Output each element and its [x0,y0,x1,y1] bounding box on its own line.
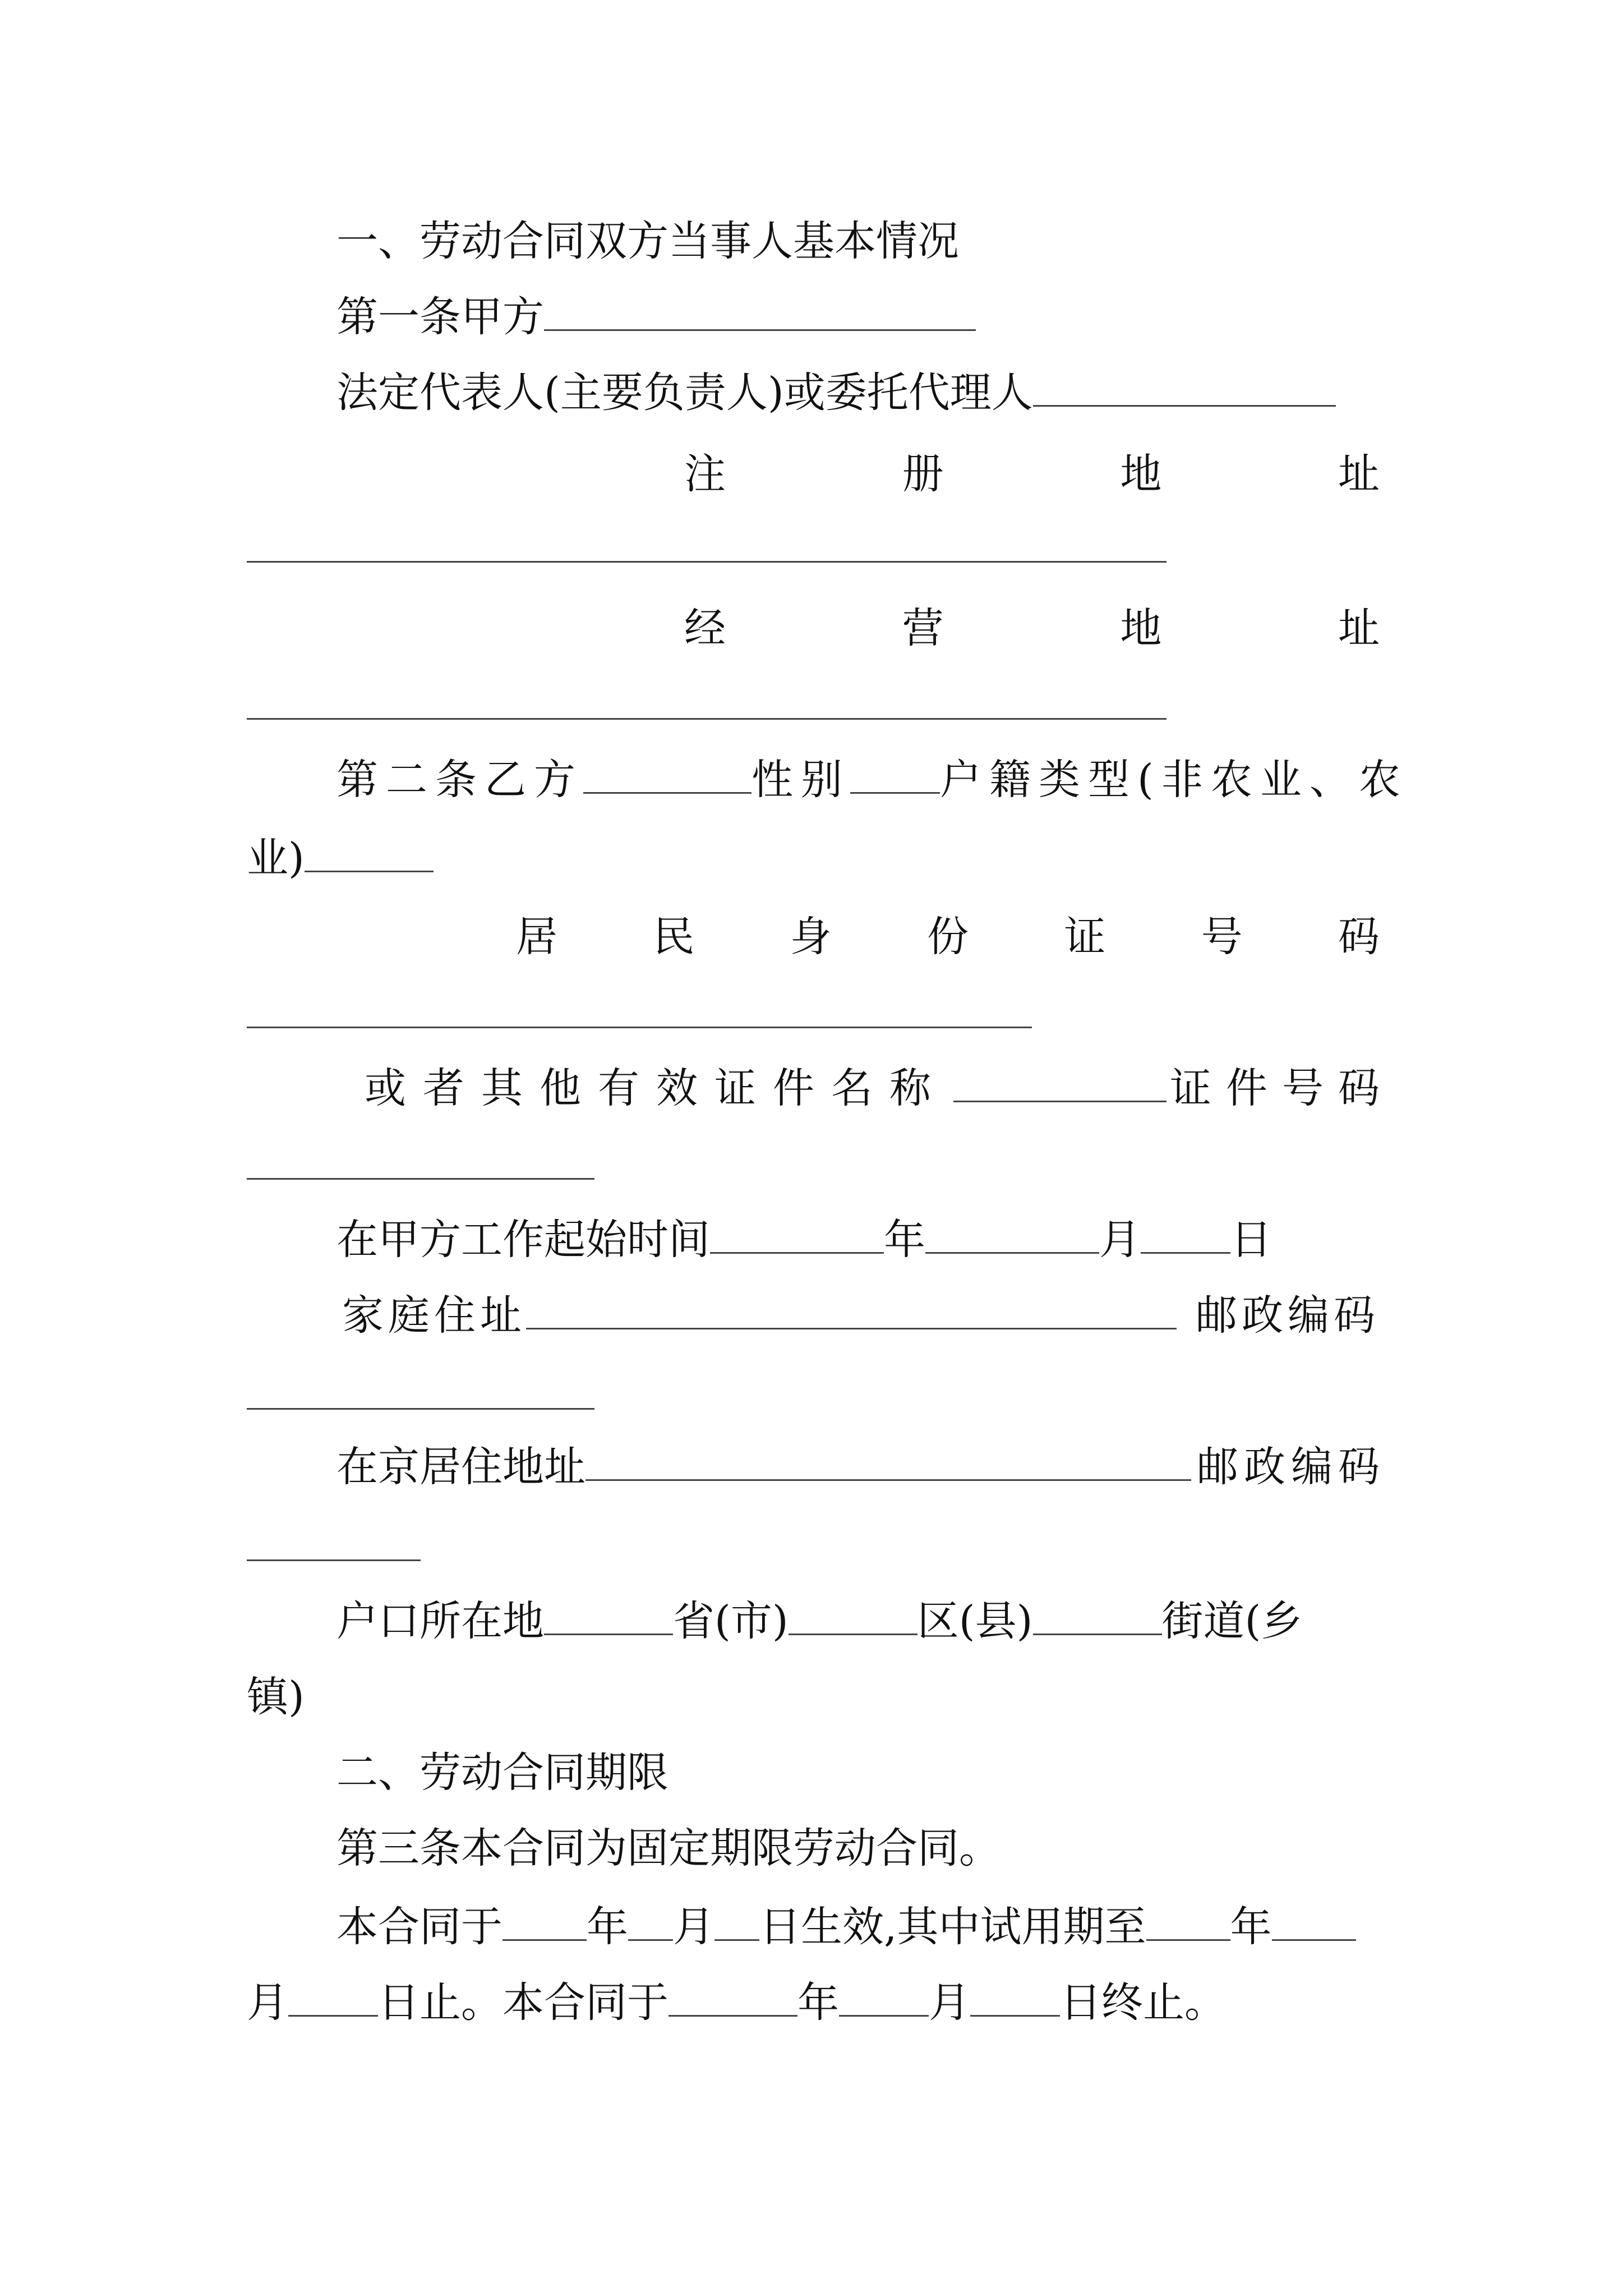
biz-address-field[interactable] [247,718,1166,720]
month-label: 月 [1099,1216,1141,1264]
province-label: 省(市) [673,1597,789,1645]
contract-end-text: 日终止。 [1060,1978,1226,2027]
beijing-address-field[interactable] [585,1440,1191,1481]
other-id-line [247,1049,1394,1128]
beijing-postcode-field[interactable] [247,1559,421,1561]
biz-address-char: 址 [1338,604,1380,652]
id-number-char: 居 [516,913,557,961]
reg-address-char: 册 [902,450,944,498]
hukou-type-label: 户籍类型(非农业、农 [940,756,1408,804]
effective-prefix: 本合同于 [336,1903,502,1951]
probation-end-text: 日止。本合同于 [378,1978,668,2027]
beijing-address-line [247,1428,1385,1506]
cert-number-field[interactable] [247,1178,594,1180]
month-label: 月 [673,1903,714,1951]
reg-address-char: 地 [1120,450,1162,498]
month-label: 月 [247,1978,288,2027]
biz-address-char: 营 [902,604,944,652]
end-month-field[interactable] [839,1976,929,2017]
id-number-char: 民 [653,913,695,961]
province-field[interactable] [544,1594,673,1635]
legal-rep-label: 法定代表人(主要负责人)或委托代理人 [336,369,1033,417]
gender-label: 性别 [751,756,850,804]
party-b-label: 第二条乙方 [336,756,583,804]
party-a-line [247,278,1380,356]
year-label: 年 [587,1903,628,1951]
reg-address-label [684,435,1380,513]
other-id-field[interactable] [953,1061,1166,1102]
year-label: 年 [884,1216,925,1264]
month-label: 月 [929,1978,970,2027]
id-number-char: 证 [1064,913,1106,961]
end-date-line [247,1963,1380,2042]
reg-address-field[interactable] [247,561,1166,563]
party-a-label: 第一条甲方 [336,293,544,341]
party-a-field[interactable] [544,290,976,331]
legal-rep-field[interactable] [1033,366,1336,407]
section2-title: 二、劳动合同期限 [336,1749,668,1797]
hukou-type-cont: 业) [247,834,305,882]
start-day-field[interactable] [1141,1213,1230,1254]
other-id-label: 或者其他有效证件名称 [365,1064,948,1112]
probation-month-field[interactable] [1272,1900,1356,1941]
reg-address-char: 址 [1338,450,1380,498]
section1-title: 一、劳动合同双方当事人基本情况 [336,217,959,265]
biz-address-char: 经 [684,604,726,652]
probation-year-field[interactable] [1146,1900,1230,1941]
id-number-label [516,898,1380,976]
article3-text: 第三条本合同为固定期限劳动合同。 [336,1824,1000,1872]
street-field[interactable] [1033,1594,1162,1635]
street-cont: 镇) [247,1673,305,1721]
biz-address-char: 地 [1120,604,1162,652]
start-time-label: 在甲方工作起始时间 [336,1216,710,1264]
party-b-line [247,740,1408,819]
biz-address-label [684,589,1380,668]
party-b-field[interactable] [583,753,751,794]
id-number-char: 码 [1338,913,1380,961]
home-address-line [247,1276,1380,1355]
home-postcode-field[interactable] [247,1408,594,1410]
hukou-type-field[interactable] [305,831,434,872]
id-number-char: 身 [790,913,832,961]
home-address-field[interactable] [526,1289,1177,1329]
postcode-label: 邮政编码 [1197,1443,1385,1491]
id-number-char: 号 [1201,913,1243,961]
beijing-address-label: 在京居住地址 [336,1443,585,1491]
hukou-location-line [247,1582,1380,1660]
hukou-type-cont-line [247,819,1380,898]
district-field[interactable] [789,1594,917,1635]
effective-year-field[interactable] [502,1900,587,1941]
start-month-field[interactable] [925,1213,1099,1254]
id-number-field[interactable] [247,1027,1032,1028]
cert-number-label: 证件号码 [1170,1064,1394,1112]
id-number-char: 份 [926,913,969,961]
effective-suffix: 日生效,其中试用期至 [759,1903,1146,1951]
hukou-location-label: 户口所在地 [336,1597,544,1645]
effective-day-field[interactable] [714,1900,759,1941]
end-year-field[interactable] [668,1976,797,2017]
legal-rep-line [247,353,1380,432]
end-day-field[interactable] [970,1976,1060,2017]
day-label: 日 [1230,1216,1272,1264]
year-label: 年 [1230,1903,1272,1951]
effective-date-line [247,1888,1380,1966]
reg-address-char: 注 [684,450,726,498]
postcode-label: 邮政编码 [1196,1291,1380,1340]
start-year-field[interactable] [710,1213,884,1254]
start-time-line [247,1200,1380,1279]
probation-day-field[interactable] [288,1976,378,2017]
year-label: 年 [797,1978,839,2027]
street-label: 街道(乡 [1161,1597,1303,1645]
gender-field[interactable] [850,753,940,794]
district-label: 区(县) [917,1597,1033,1645]
home-address-label: 家庭住址 [342,1291,526,1340]
effective-month-field[interactable] [628,1900,673,1941]
